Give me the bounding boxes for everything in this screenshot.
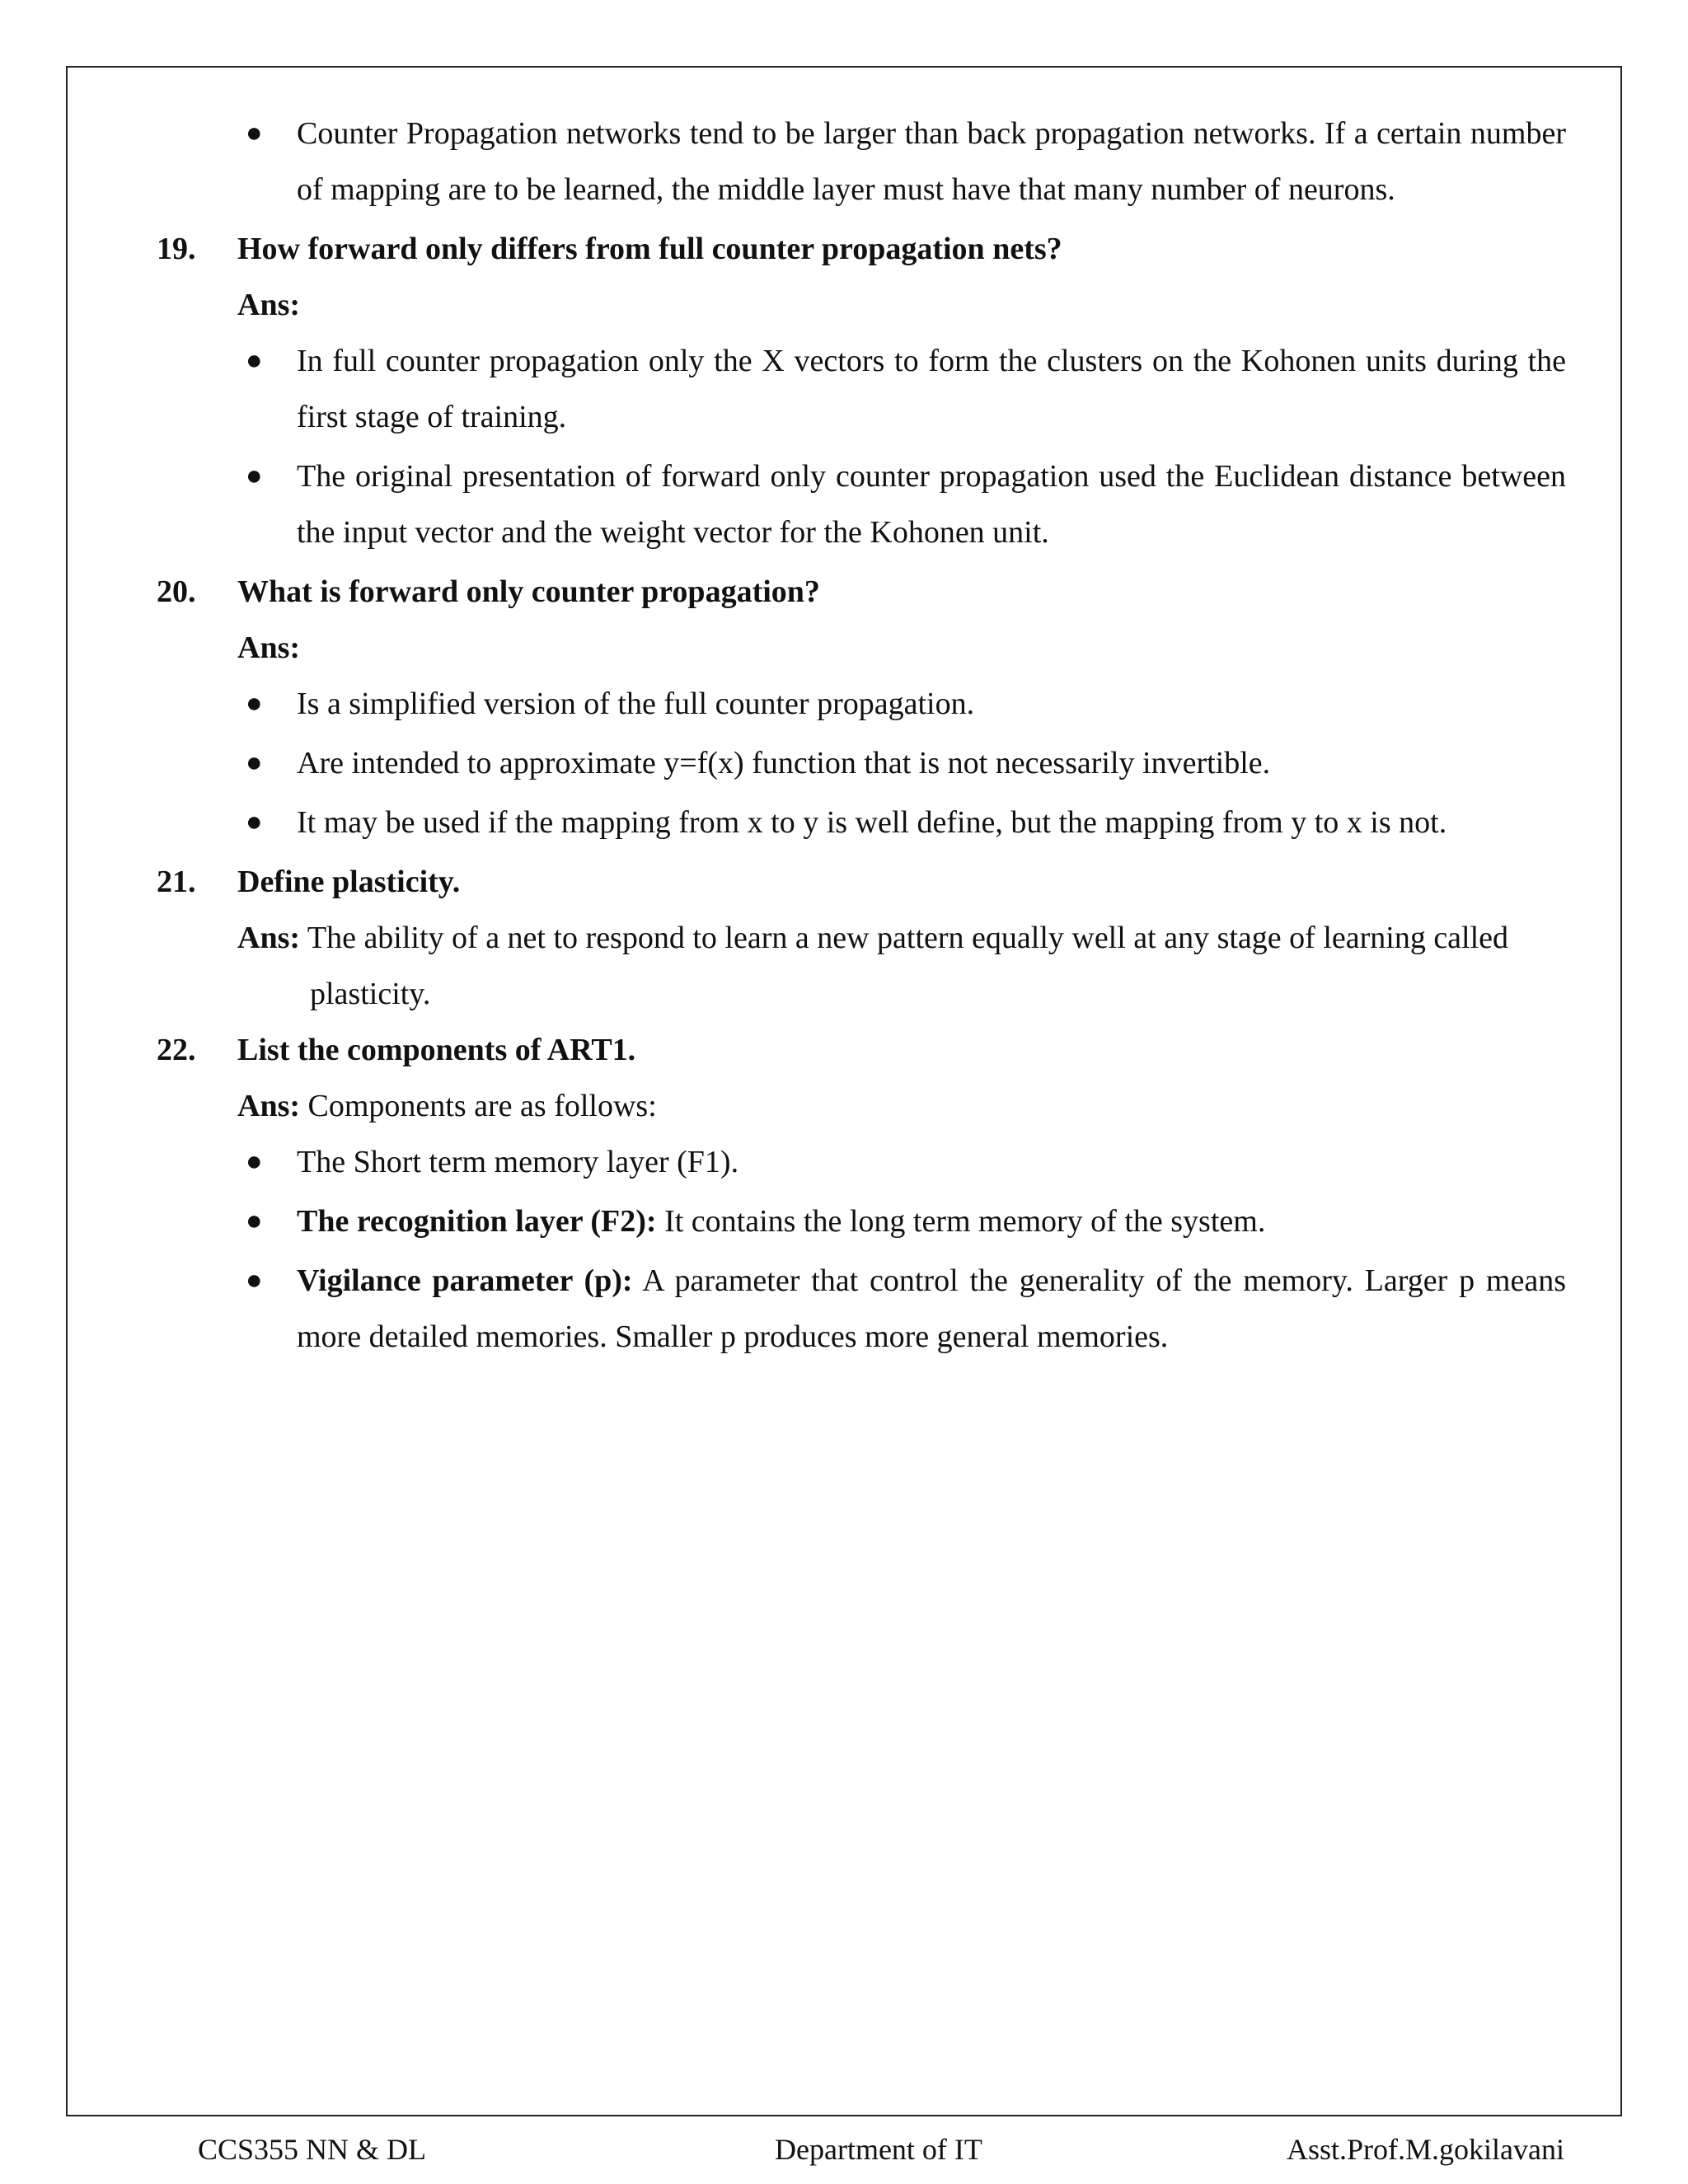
answer-label: Ans: bbox=[237, 288, 301, 322]
list-item bbox=[157, 794, 1566, 851]
bullet-icon: ● bbox=[246, 461, 263, 491]
bullet-icon: ● bbox=[246, 1146, 263, 1177]
answer-label: Ans: bbox=[237, 630, 301, 665]
bullet-text: It may be used if the mapping from x to y is well define, but the mapping from y to x is not. bbox=[297, 805, 1447, 840]
answer-text: Ans: The ability of a net to respond to learn a new pattern equally well at any stage of learning called plasticity. bbox=[237, 921, 1509, 1011]
question-20 bbox=[157, 564, 1566, 620]
question-22 bbox=[157, 1022, 1566, 1078]
list-item bbox=[157, 1253, 1566, 1365]
footer-author: Asst.Prof.M.gokilavani bbox=[1287, 2133, 1564, 2166]
list-item bbox=[157, 1134, 1566, 1190]
question-title: How forward only differs from full counter propagation nets? bbox=[237, 232, 1062, 266]
question-21 bbox=[157, 854, 1566, 910]
bullet-text: Are intended to approximate y=f(x) function that is not necessarily invertible. bbox=[297, 746, 1271, 780]
list-item bbox=[157, 1193, 1566, 1249]
bullet-icon: ● bbox=[246, 1265, 263, 1296]
footer-course: CCS355 NN & DL bbox=[198, 2133, 427, 2166]
bullet-text: Counter Propagation networks tend to be larger than back propagation networks. If a certain number of mapping are to be learned, the middle layer must have that many number of neurons. bbox=[297, 116, 1566, 207]
bullet-icon: ● bbox=[246, 688, 263, 719]
bullet-text: A parameter that control the generality of the memory. Larger p means more detailed memories. Smaller p produces more general memories. bbox=[297, 1263, 1567, 1354]
question-19 bbox=[157, 221, 1566, 277]
bullet-text: It contains the long term memory of the system. bbox=[664, 1204, 1266, 1239]
footer-department: Department of IT bbox=[775, 2133, 982, 2166]
list-item bbox=[157, 676, 1566, 732]
list-item bbox=[157, 448, 1566, 560]
list-item bbox=[157, 333, 1566, 445]
bullet-text: Is a simplified version of the full counter propagation. bbox=[297, 687, 975, 721]
bullet-icon: ● bbox=[246, 807, 263, 837]
document-body bbox=[157, 105, 1566, 1368]
list-item bbox=[157, 105, 1566, 218]
bullet-icon: ● bbox=[246, 118, 263, 148]
question-number: 22. bbox=[157, 1033, 196, 1067]
question-number: 19. bbox=[157, 232, 196, 266]
bullet-text: The Short term memory layer (F1). bbox=[297, 1145, 739, 1179]
bullet-text: The original presentation of forward only counter propagation used the Euclidean distance between the input vector and the weight vector for the Kohonen unit. bbox=[297, 459, 1566, 550]
bullet-icon: ● bbox=[246, 748, 263, 778]
question-title: Define plasticity. bbox=[237, 865, 461, 899]
bullet-icon: ● bbox=[246, 1206, 263, 1236]
question-title: List the components of ART1. bbox=[237, 1033, 636, 1067]
question-title: What is forward only counter propagation? bbox=[237, 574, 820, 609]
bullet-label: The recognition layer (F2): bbox=[297, 1204, 657, 1239]
question-number: 21. bbox=[157, 865, 196, 899]
bullet-text: In full counter propagation only the X vectors to form the clusters on the Kohonen units during the first stage of training. bbox=[297, 344, 1566, 434]
bullet-icon: ● bbox=[246, 345, 263, 376]
answer-text: Ans: Components are as follows: bbox=[237, 1089, 657, 1123]
bullet-label: Vigilance parameter (p): bbox=[297, 1263, 633, 1298]
question-number: 20. bbox=[157, 574, 196, 609]
list-item bbox=[157, 735, 1566, 791]
